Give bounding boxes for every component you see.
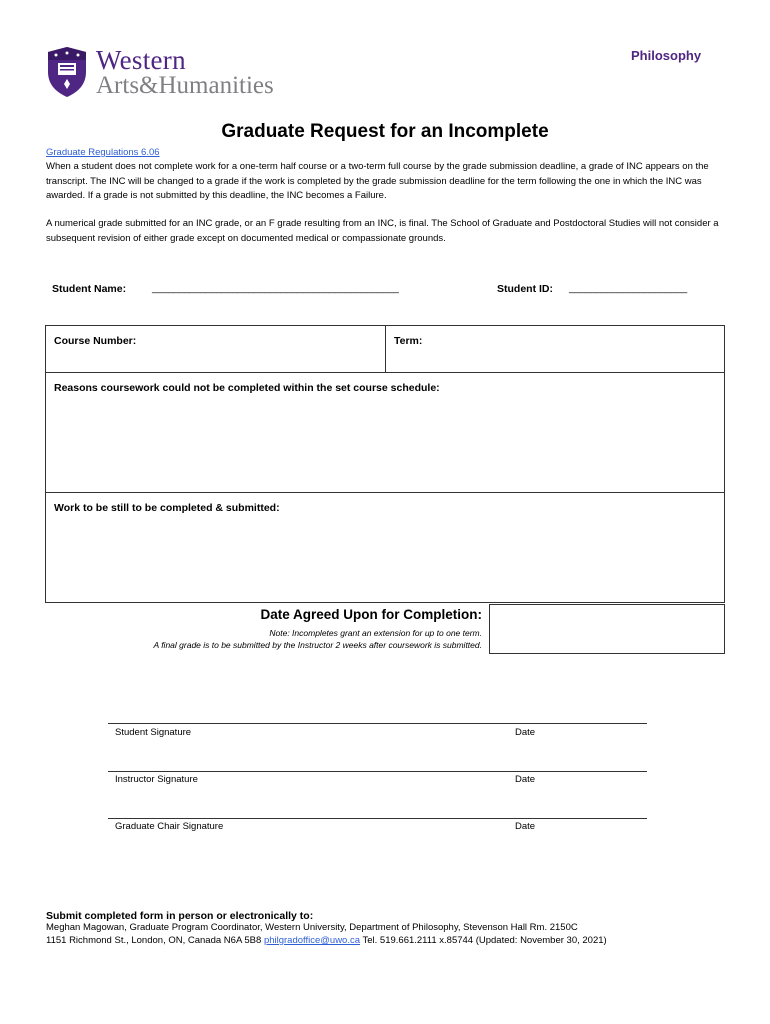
submit-heading: Submit completed form in person or electronically to: xyxy=(46,910,314,922)
intro-paragraph-1: When a student does not complete work for a one-term half course or a two-term full course by the grade submission deadline, a grade of INC appears on the transcript. The INC will be changed to a grade if the work is completed by the grade submission deadline for the term following the one in which the INC was awarded. If a grade is not submitted by this deadline, the INC becomes a Failure. xyxy=(46,161,709,201)
term-field[interactable] xyxy=(385,325,725,373)
contact-line-1: Meghan Magowan, Graduate Program Coordinator, Western University, Department of Philosophy, Stevenson Hall Rm. 2150C xyxy=(46,922,578,933)
final-grade-note: A final grade is to be submitted by the Instructor 2 weeks after coursework is submitted. xyxy=(153,640,482,650)
instructor-signature-line[interactable] xyxy=(108,771,647,772)
department-name: Philosophy xyxy=(631,48,702,63)
regulations-link[interactable]: Graduate Regulations 6.06 xyxy=(46,147,160,158)
student-name-field[interactable]: ______________________________________________ xyxy=(152,283,399,294)
course-number-field[interactable] xyxy=(45,325,386,373)
contact-address: 1151 Richmond St., London, ON, Canada N6A 5B8 xyxy=(46,935,262,946)
brand-name-line1: Western xyxy=(96,45,186,75)
student-id-label: Student ID: xyxy=(497,283,553,295)
date-agreed-label: Date Agreed Upon for Completion: xyxy=(260,607,482,622)
student-id-field[interactable]: ______________________ xyxy=(569,283,687,294)
completion-date-field[interactable] xyxy=(489,604,725,654)
graduate-chair-signature-line[interactable] xyxy=(108,818,647,819)
intro-paragraph-2: A numerical grade submitted for an INC grade, or an F grade resulting from an INC, is final. The School of Graduate and Postdoctoral Studies will not consider a subsequent revision of either grade except on documented medical or compassionate grounds. xyxy=(46,218,719,244)
contact-line-2 xyxy=(46,935,607,946)
instructor-signature-label: Instructor Signature xyxy=(115,774,198,785)
work-remaining-field[interactable] xyxy=(45,492,725,603)
reasons-field[interactable] xyxy=(45,372,725,493)
work-remaining-label: Work to be still to be completed & submitted: xyxy=(54,502,280,514)
student-signature-date-label: Date xyxy=(515,727,536,738)
reasons-label: Reasons coursework could not be completed within the set course schedule: xyxy=(54,382,440,394)
extension-note: Note: Incompletes grant an extension for up to one term. xyxy=(269,628,482,638)
western-crest-icon xyxy=(46,46,88,98)
page-title: Graduate Request for an Incomplete xyxy=(221,121,549,142)
term-label: Term: xyxy=(394,335,423,347)
course-number-label: Course Number: xyxy=(54,335,137,347)
contact-phone: Tel. 519.661.2111 x.85744 (Updated: November 30, 2021) xyxy=(362,935,607,946)
student-signature-label: Student Signature xyxy=(115,727,192,738)
instructor-signature-date-label: Date xyxy=(515,774,536,785)
student-signature-line[interactable] xyxy=(108,723,647,724)
student-name-label: Student Name: xyxy=(52,283,127,295)
brand-name-line2: Arts&Humanities xyxy=(96,72,274,99)
graduate-chair-signature-date-label: Date xyxy=(515,821,536,832)
graduate-chair-signature-label: Graduate Chair Signature xyxy=(115,821,224,832)
email-link[interactable]: philgradoffice@uwo.ca xyxy=(263,935,361,946)
